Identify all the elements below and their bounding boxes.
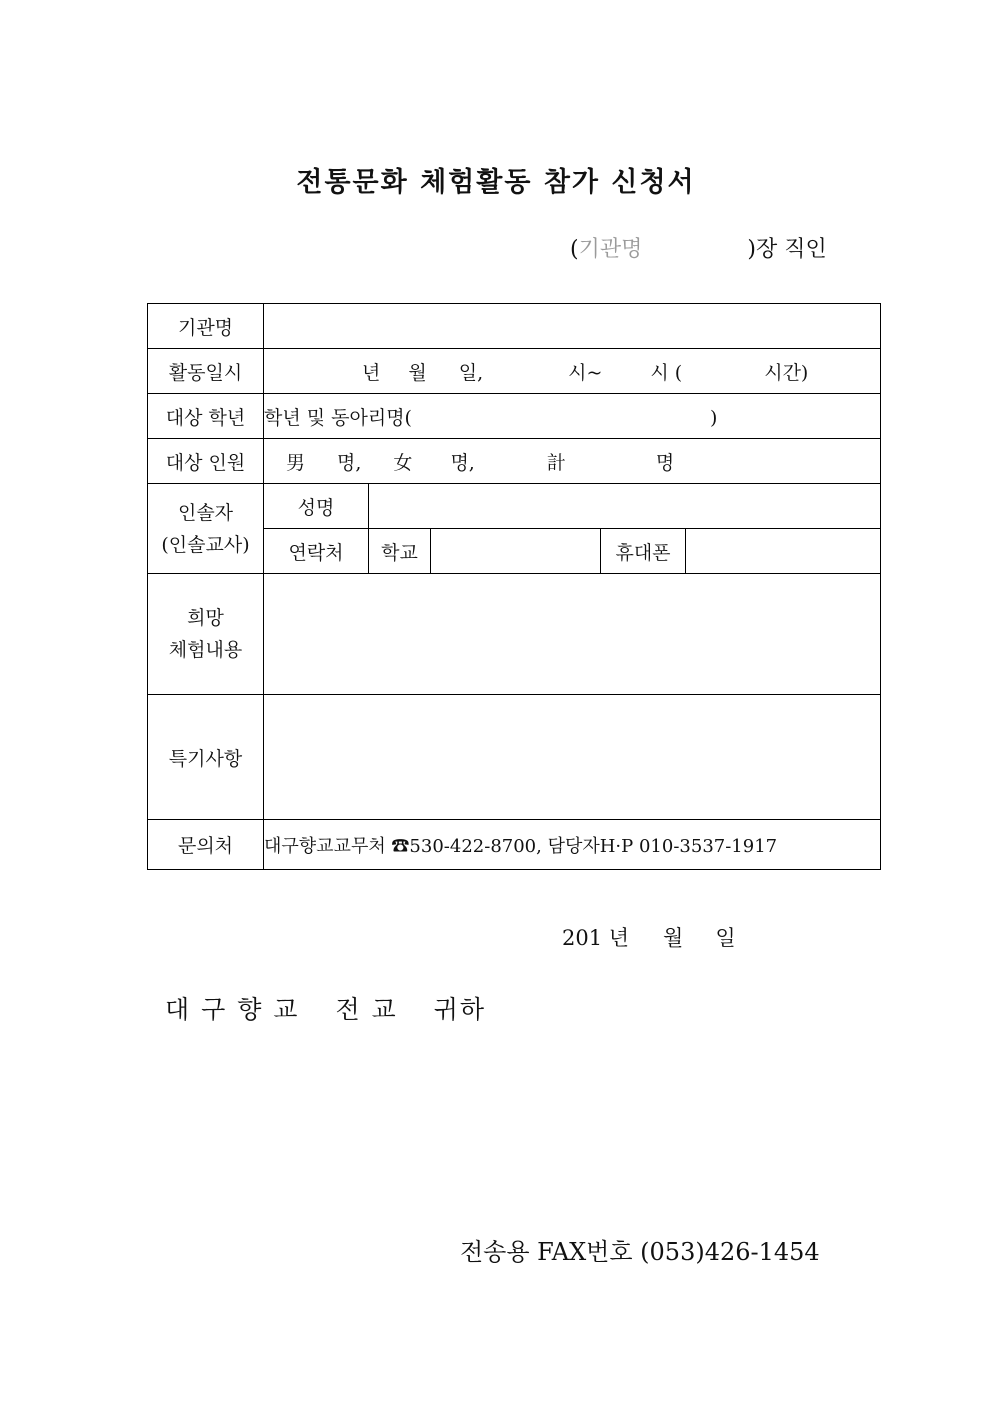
addressee-honorific: 귀하 bbox=[433, 995, 487, 1024]
document-title: 전통문화 체험활동 참가 신청서 bbox=[296, 167, 696, 198]
people-field[interactable] bbox=[264, 439, 881, 484]
mobile-label: 휴대폰 bbox=[601, 529, 686, 574]
inquiry-row bbox=[148, 820, 881, 870]
seal-close: )장 직인 bbox=[747, 237, 827, 262]
date-line-day: 일 bbox=[715, 926, 736, 950]
seal-line bbox=[570, 232, 827, 263]
date-line-year: 201 년 bbox=[562, 926, 630, 950]
wish-field[interactable] bbox=[264, 574, 881, 695]
grade-close: ) bbox=[709, 406, 718, 429]
wish-label-line-1: 희망 bbox=[187, 607, 224, 629]
org-label: 기관명 bbox=[148, 304, 264, 349]
people-female-unit: 명, bbox=[450, 451, 475, 474]
notes-label: 특기사항 bbox=[148, 695, 264, 820]
wish-row bbox=[148, 574, 881, 695]
date-row bbox=[148, 349, 881, 394]
wish-label bbox=[148, 574, 264, 695]
grade-field[interactable] bbox=[264, 394, 881, 439]
date-line bbox=[562, 922, 736, 952]
leader-label-line-2: (인솔교사) bbox=[161, 533, 250, 556]
notes-field[interactable] bbox=[264, 695, 881, 820]
people-male: 男 bbox=[286, 451, 306, 474]
date-field[interactable] bbox=[264, 349, 881, 394]
people-male-unit: 명, bbox=[337, 451, 362, 474]
mobile-field[interactable] bbox=[686, 529, 881, 574]
date-day: 일, bbox=[458, 361, 484, 384]
grade-text: 학년 및 동아리명( bbox=[264, 406, 412, 429]
people-row bbox=[148, 439, 881, 484]
date-from: 시~ bbox=[568, 361, 603, 384]
leader-label-line-1: 인솔자 bbox=[177, 501, 234, 524]
people-total-unit: 명 bbox=[655, 451, 675, 474]
grade-row bbox=[148, 394, 881, 439]
inquiry-value: 대구향교교무처 ☎530-422-8700, 담당자H·P 010-3537-1917 bbox=[264, 820, 881, 870]
grade-label: 대상 학년 bbox=[148, 394, 264, 439]
date-to: 시 ( bbox=[650, 361, 683, 384]
people-label: 대상 인원 bbox=[148, 439, 264, 484]
seal-placeholder: 기관명 bbox=[578, 237, 643, 262]
seal-open: ( bbox=[570, 237, 579, 262]
fax-number: 전송용 FAX번호 (053)426-1454 bbox=[460, 1238, 820, 1266]
name-label: 성명 bbox=[264, 484, 369, 529]
people-total: 計 bbox=[546, 451, 566, 474]
date-line-month: 월 bbox=[663, 926, 684, 950]
school-label: 학교 bbox=[369, 529, 431, 574]
people-female: 女 bbox=[393, 451, 413, 474]
contact-label: 연락처 bbox=[264, 529, 369, 574]
date-hours: 시간) bbox=[764, 361, 809, 384]
date-label: 활동일시 bbox=[148, 349, 264, 394]
wish-label-line-2: 체험내용 bbox=[168, 639, 243, 661]
notes-row bbox=[148, 695, 881, 820]
leader-label bbox=[148, 484, 264, 574]
application-form bbox=[147, 303, 881, 870]
date-month: 월 bbox=[408, 361, 427, 384]
org-field[interactable] bbox=[264, 304, 881, 349]
inquiry-label: 문의처 bbox=[148, 820, 264, 870]
addressee-school: 대 구 향 교 bbox=[165, 995, 300, 1024]
org-row bbox=[148, 304, 881, 349]
addressee-title: 전 교 bbox=[335, 995, 398, 1024]
date-year: 년 bbox=[362, 361, 381, 384]
school-phone-field[interactable] bbox=[431, 529, 601, 574]
name-field[interactable] bbox=[369, 484, 881, 529]
leader-row-1 bbox=[148, 484, 881, 529]
addressee bbox=[165, 990, 486, 1026]
